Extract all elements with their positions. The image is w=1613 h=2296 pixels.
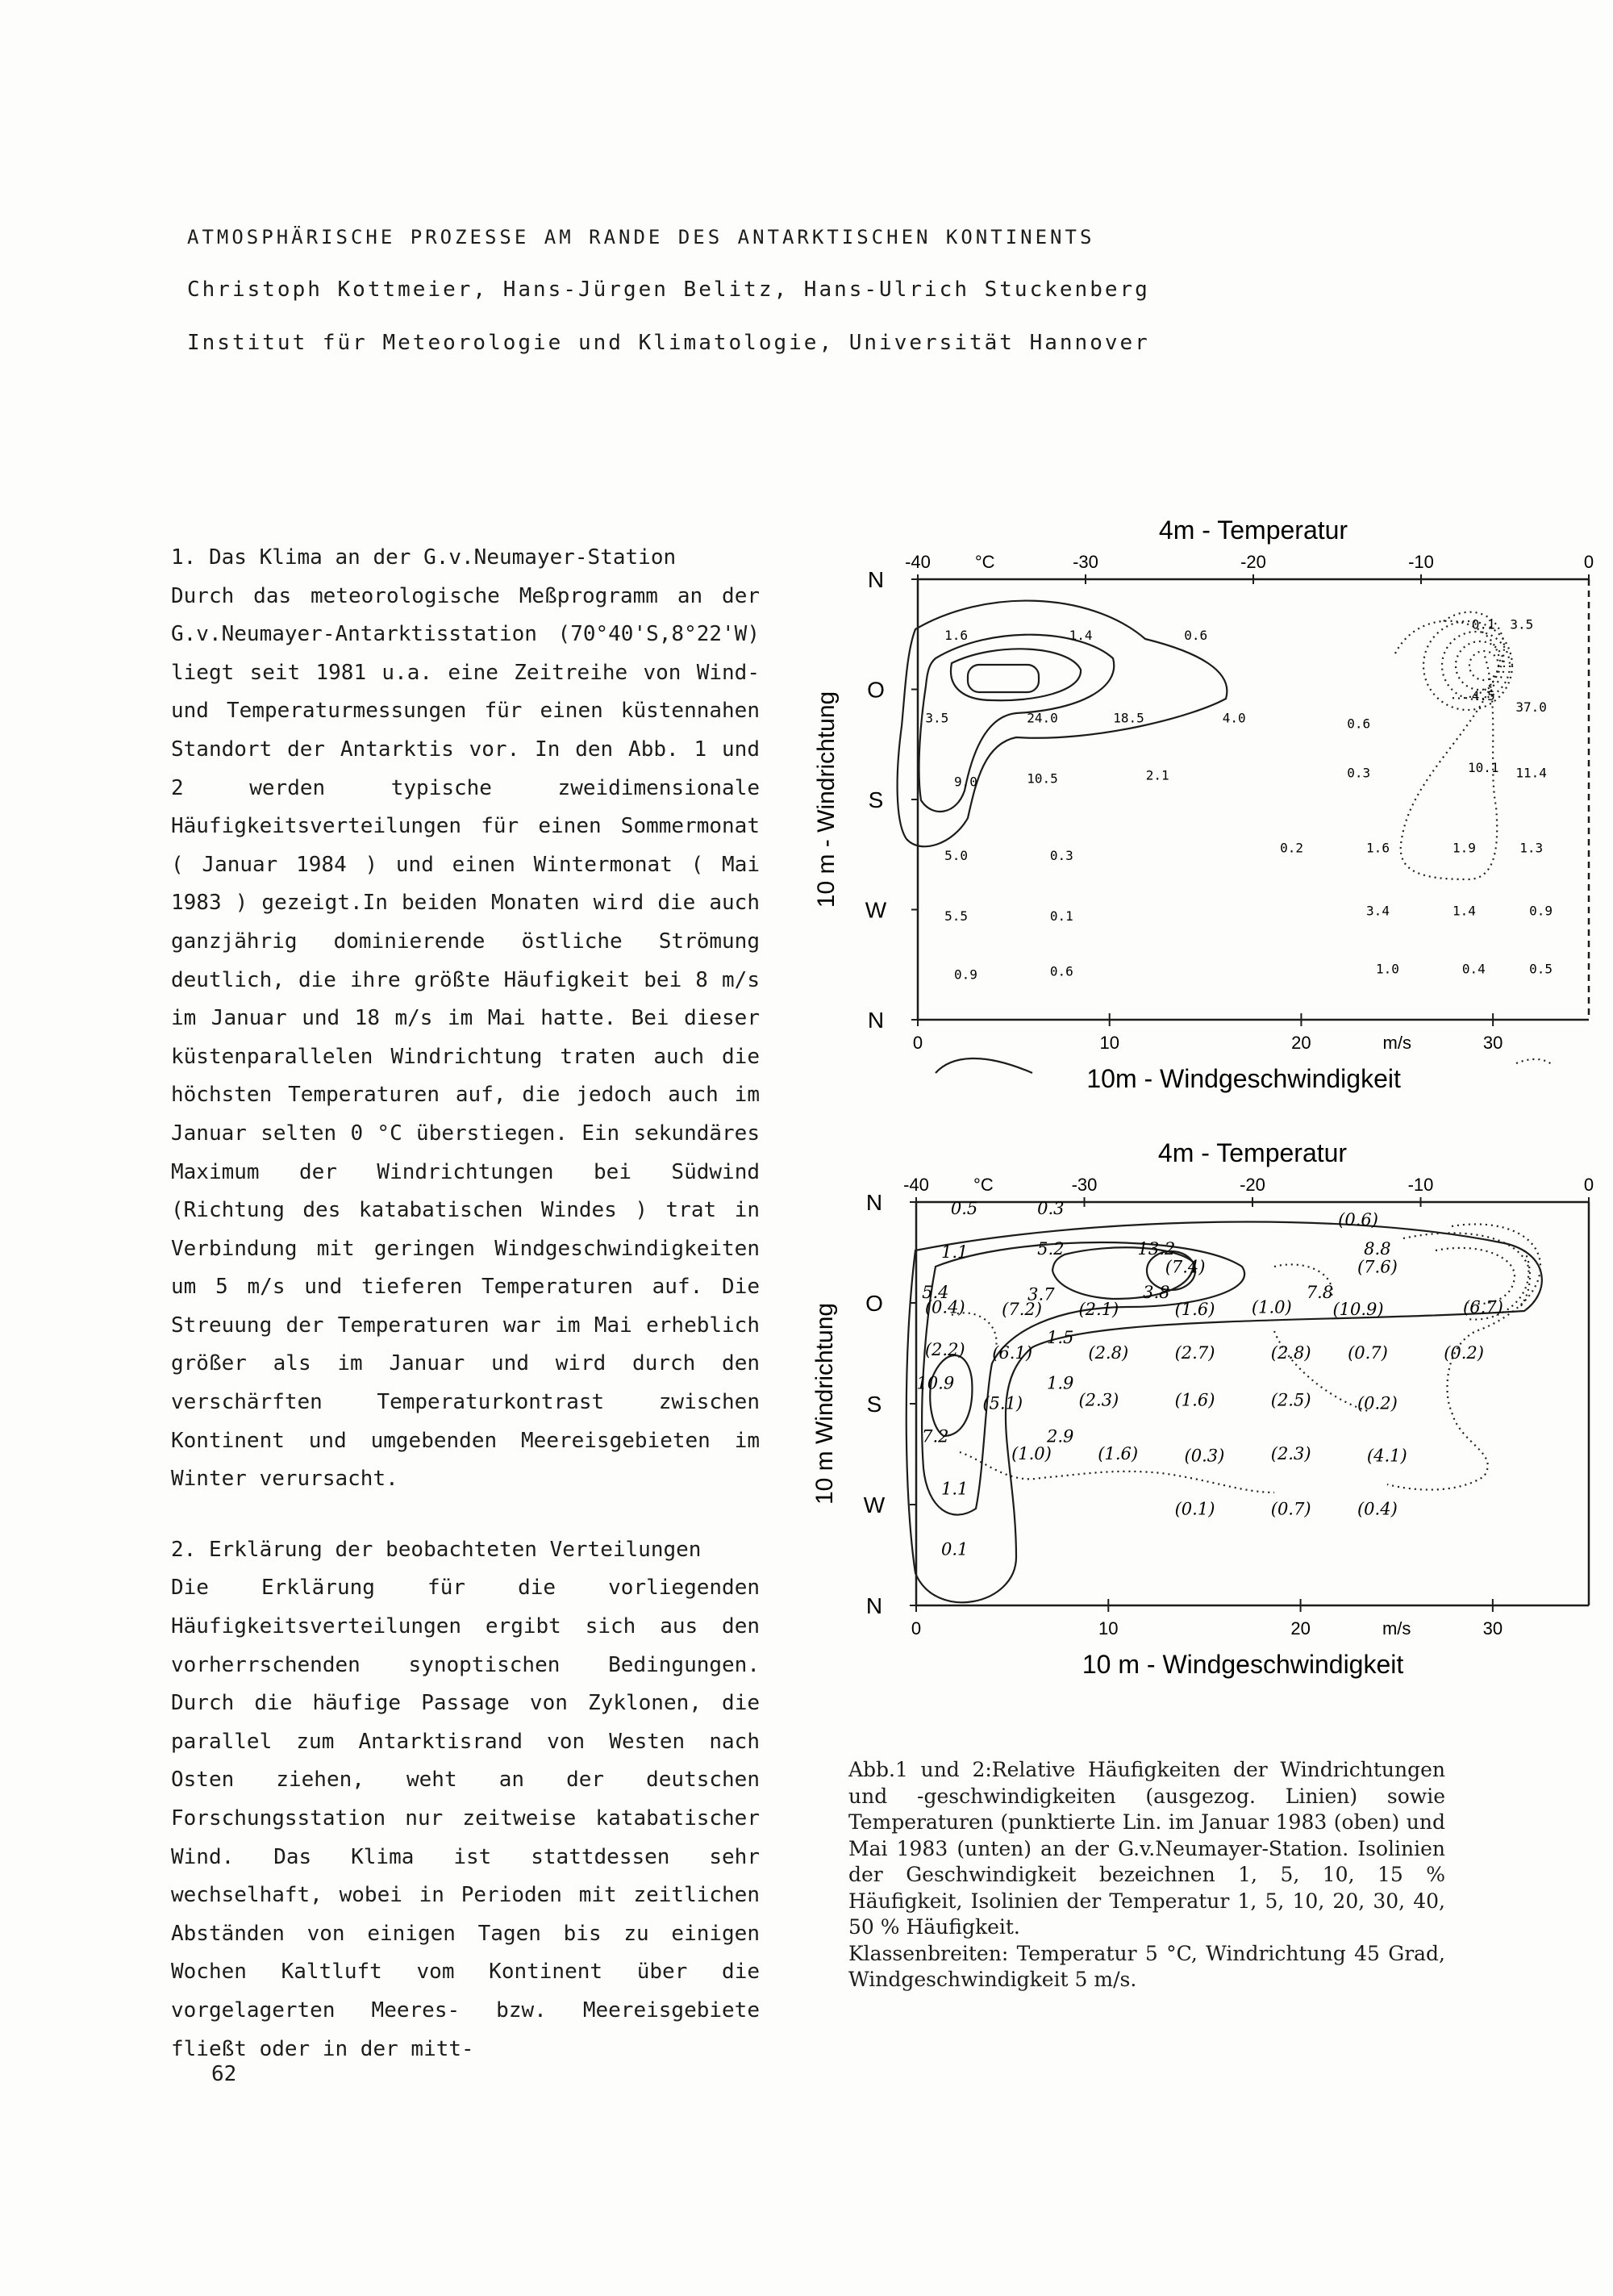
fig2-bottom-tick-label: 30 [1482,1618,1503,1639]
fig2-value-label: 5.4 [922,1282,949,1302]
fig1-top-tick-label: -40 [905,552,931,572]
fig2-value-label: 0.5 [950,1199,978,1218]
fig2-value-label: (0.2) [1357,1393,1398,1413]
fig1-value-label: 0.6 [1347,716,1371,732]
fig2-value-label: (0.3) [1184,1446,1225,1466]
fig1-value-label: 1.3 [1519,840,1544,856]
fig1-value-label: 5.5 [944,908,968,925]
fig2-bottom-tick-label: m/s [1382,1618,1411,1639]
page-number: 62 [211,2062,237,2086]
fig1-value-label: 4.0 [1222,710,1246,726]
fig2-direction-tick-label: W [863,1492,886,1517]
fig1-top-tick-label: -30 [1073,552,1098,572]
fig2-isoline-1pct-left [930,1355,972,1436]
fig2-value-label: (7.6) [1357,1257,1398,1277]
fig2-value-label: 7.8 [1306,1282,1334,1302]
fig2-value-label: (0.6) [1338,1209,1378,1229]
fig2-x-axis-title: 10 m - Windgeschwindigkeit [1082,1650,1404,1679]
fig1-value-label: 3.5 [925,710,949,726]
fig1-value-label: 1.6 [944,628,968,644]
fig1-value-label: 0.3 [1049,848,1073,864]
fig2-direction-tick-label: S [866,1392,882,1417]
fig2-value-label: 0.3 [1037,1199,1065,1218]
figure-2-svg [774,1105,1613,1710]
fig1-direction-tick-label: W [865,897,887,923]
fig2-value-label: (1.6) [1174,1300,1215,1319]
fig2-value-label: 5.2 [1037,1239,1065,1259]
fig2-value-label: (2.3) [1078,1390,1119,1410]
fig1-value-label: 1.0 [1375,961,1399,977]
fig1-y-axis-title: 10 m - Windrichtung [813,691,840,908]
fig1-bottom-tick-label: 20 [1291,1033,1311,1053]
fig2-bottom-tick-label: 20 [1290,1618,1311,1639]
fig1-direction-tick-label: N [867,1008,885,1033]
fig2-value-label: 3.7 [1027,1284,1055,1305]
fig1-value-label: 37.0 [1515,699,1547,715]
fig2-value-label: (1.6) [1174,1390,1215,1410]
fig2-value-label: (2.7) [1174,1342,1215,1363]
fig2-isoline-5pct [922,1242,1244,1515]
fig2-value-label: 1.1 [940,1242,969,1262]
fig2-value-label: 3.8 [1143,1282,1170,1302]
figure-1-january [774,516,1613,1097]
fig1-temp-isoline-30pct [1456,641,1504,690]
fig2-value-label: (0.4) [1357,1499,1398,1519]
fig2-value-label: (1.6) [1098,1443,1139,1463]
fig2-value-label: 7.2 [922,1426,949,1446]
fig2-bottom-tick-label: 10 [1098,1618,1119,1639]
fig2-value-label: (6.7) [1463,1297,1503,1317]
fig2-direction-tick-label: O [865,1291,883,1316]
fig2-value-label: 0.1 [940,1539,969,1559]
fig1-top-tick-label: -20 [1240,552,1266,572]
fig1-value-label: 0.6 [1049,963,1073,979]
fig1-value-label: 10.5 [1027,770,1058,787]
fig2-value-label: 1.5 [1047,1328,1074,1347]
fig2-value-label: (0.7) [1348,1342,1388,1363]
fig1-top-tick-label: 0 [1583,552,1594,572]
caption-main: Abb.1 und 2:Relative Häufigkeiten der Windrichtungen und -geschwindigkeiten (ausgezog. Linien) sowie Temperaturen (punktierte Lin. im Januar 1983 (oben) und Mai 1983 (unten) an der G.v.Neumayer-Station. Isolinien der Geschwindigkeit bezeichnen 1, 5, 10, 15 % Häufigkeit, Isolinien der Temperatur 1, 5, 10, 20, 30, 40, 50 % Häufigkeit. [848,1758,1445,1939]
fig2-value-label: (5.1) [982,1393,1023,1413]
fig2-value-label: (2.2) [924,1340,965,1359]
fig1-solid-isolines [898,601,1227,1073]
fig2-value-label: 2.9 [1047,1426,1074,1446]
fig1-value-label: 0.9 [1529,903,1553,919]
fig1-value-label: 0.1 [1049,908,1073,925]
section-heading-1: 1. Das Klima an der G.v.Neumayer-Station [171,545,677,570]
fig2-value-label: (7.2) [1002,1300,1042,1319]
fig2-value-label: 13.2 [1137,1239,1176,1259]
fig1-value-label: 10.1 [1467,759,1499,775]
fig1-bottom-tick-label: 0 [912,1033,923,1053]
fig1-value-label: 24.0 [1027,710,1058,726]
body-text [171,539,760,2068]
fig1-temp-isoline-1pct [1395,621,1500,879]
fig2-value-label: (10.9) [1332,1300,1384,1319]
fig2-top-tick-label: 0 [1583,1175,1594,1195]
fig2-value-label: (1.0) [1251,1297,1292,1317]
fig1-top-tick-label: -10 [1408,552,1434,572]
fig1-direction-tick-label: S [868,787,884,812]
fig2-temp-isoline-10pct [1436,1248,1515,1304]
fig2-value-label: (2.8) [1088,1342,1129,1363]
fig2-value-label: (0.2) [1444,1342,1485,1363]
fig2-value-label: (0.4) [924,1297,965,1317]
caption-note: Klassenbreiten: Temperatur 5 °C, Windrichtung 45 Grad, Windgeschwindigkeit 5 m/s. [848,1941,1445,1991]
fig2-value-label: (2.5) [1270,1390,1311,1410]
fig1-value-label: 0.9 [953,966,977,983]
figure-caption [848,1757,1445,1993]
section-heading-2: 2. Erklärung der beobachteten Verteilungen [171,1537,702,1562]
fig2-value-label: 10.9 [916,1373,955,1393]
fig2-top-tick-label: -40 [903,1175,929,1195]
fig1-axes [918,579,1589,1020]
figure-2-may [774,1105,1613,1710]
fig2-value-label: (6.1) [992,1342,1033,1363]
fig2-top-tick-label: -10 [1407,1175,1434,1195]
fig1-value-label: 4.5 [1471,688,1495,704]
fig1-value-label: 9.0 [953,774,977,790]
fig2-direction-tick-label: N [865,1593,883,1618]
figure-1-svg [774,516,1613,1097]
fig1-value-label: 1.9 [1453,840,1476,856]
fig1-value-label: 1.4 [1453,903,1476,919]
fig1-top-tick-label: °C [974,552,995,572]
fig1-value-label: 1.6 [1366,840,1390,856]
fig1-direction-tick-label: N [867,567,885,592]
fig2-value-label: (0.1) [1174,1499,1215,1519]
fig1-value-label: 18.5 [1113,710,1144,726]
fig2-top-tick-label: °C [973,1175,994,1195]
paper-institute: Institut für Meteorologie und Klimatologie, Universität Hannover [187,331,1150,355]
fig2-value-label: (7.4) [1165,1257,1206,1277]
paper-title: ATMOSPHÄRISCHE PROZESSE AM RANDE DES ANTARKTISCHEN KONTINENTS [187,226,1095,248]
fig1-value-label: 0.4 [1461,961,1486,977]
fig1-value-label: 0.5 [1529,961,1553,977]
fig1-temp-isoline-40pct [1469,651,1498,680]
fig2-y-axis-title: 10 m Windrichtung [811,1302,838,1505]
fig2-bottom-tick-label: 0 [911,1618,922,1639]
fig1-direction-tick-label: O [867,677,885,703]
fig1-x-axis-title: 10m - Windgeschwindigkeit [1086,1064,1401,1093]
fig2-top-tick-label: -20 [1240,1175,1265,1195]
fig1-bottom-tick-label: 10 [1099,1033,1119,1053]
fig1-value-label: 1.4 [1069,628,1093,644]
fig1-dotted-isolines [1395,612,1553,1065]
fig1-value-label: 3.4 [1366,903,1390,919]
fig1-value-label: 5.0 [944,848,968,864]
fig2-value-label: (2.1) [1078,1300,1119,1319]
fig1-value-label: 0.2 [1280,840,1303,856]
fig2-top-label: 4m - Temperatur [1157,1138,1348,1167]
fig1-bottom-arc [936,1058,1032,1073]
fig2-value-label: (4.1) [1366,1446,1407,1466]
fig1-temp-isoline-bottom [1516,1059,1553,1065]
fig1-value-label: 2.1 [1145,767,1169,783]
section-text-2: Die Erklärung für die vorliegenden Häufigkeitsverteilungen ergibt sich aus den vorherrschenden synoptischen Bedingungen. Durch die häufige Passage von Zyklonen, die parallel zum Antarktisrand von Westen nach Osten ziehen, weht an der deutschen Forschungsstation nur zeitweise katabatischer Wind. Das Klima ist stattdessen sehr wechselhaft, wobei in Perioden mit zeitlichen Abständen von einigen Tagen bis zu einigen Wochen Kaltluft vom Kontinent über die vorgelagerten Meeres- bzw. Meereisgebiete fließt oder in der mitt- [171,1576,760,2061]
fig1-top-label: 4m - Temperatur [1158,516,1348,545]
fig2-value-label: (0.7) [1270,1499,1311,1519]
fig2-value-label: (2.8) [1270,1342,1311,1363]
fig2-top-tick-label: -30 [1071,1175,1098,1195]
fig2-direction-tick-label: N [865,1190,883,1215]
fig1-bottom-tick-label: 30 [1482,1033,1503,1053]
paper-authors: Christoph Kottmeier, Hans-Jürgen Belitz, Hans-Ulrich Stuckenberg [187,278,1150,302]
fig1-value-labels [925,616,1553,982]
fig1-value-label: 0.6 [1184,628,1208,644]
fig1-isoline-15pct [968,665,1039,692]
fig2-value-label: 1.9 [1047,1373,1074,1393]
fig2-value-label: 8.8 [1364,1239,1391,1259]
fig1-value-label: 0.1 [1471,616,1495,632]
fig1-value-label: 3.5 [1510,616,1534,632]
fig1-bottom-tick-label: m/s [1382,1033,1412,1053]
fig2-value-label: 1.1 [940,1479,969,1499]
fig1-value-label: 11.4 [1515,765,1547,781]
fig2-value-label: (2.3) [1270,1443,1311,1463]
fig2-value-label: (1.0) [1011,1443,1052,1463]
section-text-1: Durch das meteorologische Meßprogramm an der G.v.Neumayer-Antarktisstation (70°40'S,8°22'W) liegt seit 1981 u.a. eine Zeitreihe von Wind- und Temperaturmessungen für einen küstennahen Standort der Antarktis vor. In den Abb. 1 und 2 werden typische zweidimensionale Häufigkeitsverteilungen für einen Sommermonat ( Januar 1984 ) und einen Wintermonat ( Mai 1983 ) gezeigt.In beiden Monaten wird die auch ganzjährig dominierende östliche Strömung deutlich, die ihre größte Häufigkeit bei 8 m/s im Januar und 18 m/s im Mai hatte. Bei dieser küstenparallelen Windrichtung traten auch die höchsten Temperaturen auf, die jedoch auch im Januar selten 0 °C überstiegen. Ein sekundäres Maximum der Windrichtungen bei Südwind (Richtung des katabatischen Windes ) trat in Verbindung mit geringen Windgeschwindigkeiten um 5 m/s und tieferen Temperaturen auf. Die Streuung der Temperaturen war im Mai erheblich größer als im Januar und wird durch den verschärften Temperaturkontrast zwischen Kontinent und umgebenden Meereisgebieten im Winter verursacht. [171,583,760,1492]
fig2-temp-isoline-20pct [1520,1250,1530,1307]
fig1-value-label: 0.3 [1347,765,1371,781]
